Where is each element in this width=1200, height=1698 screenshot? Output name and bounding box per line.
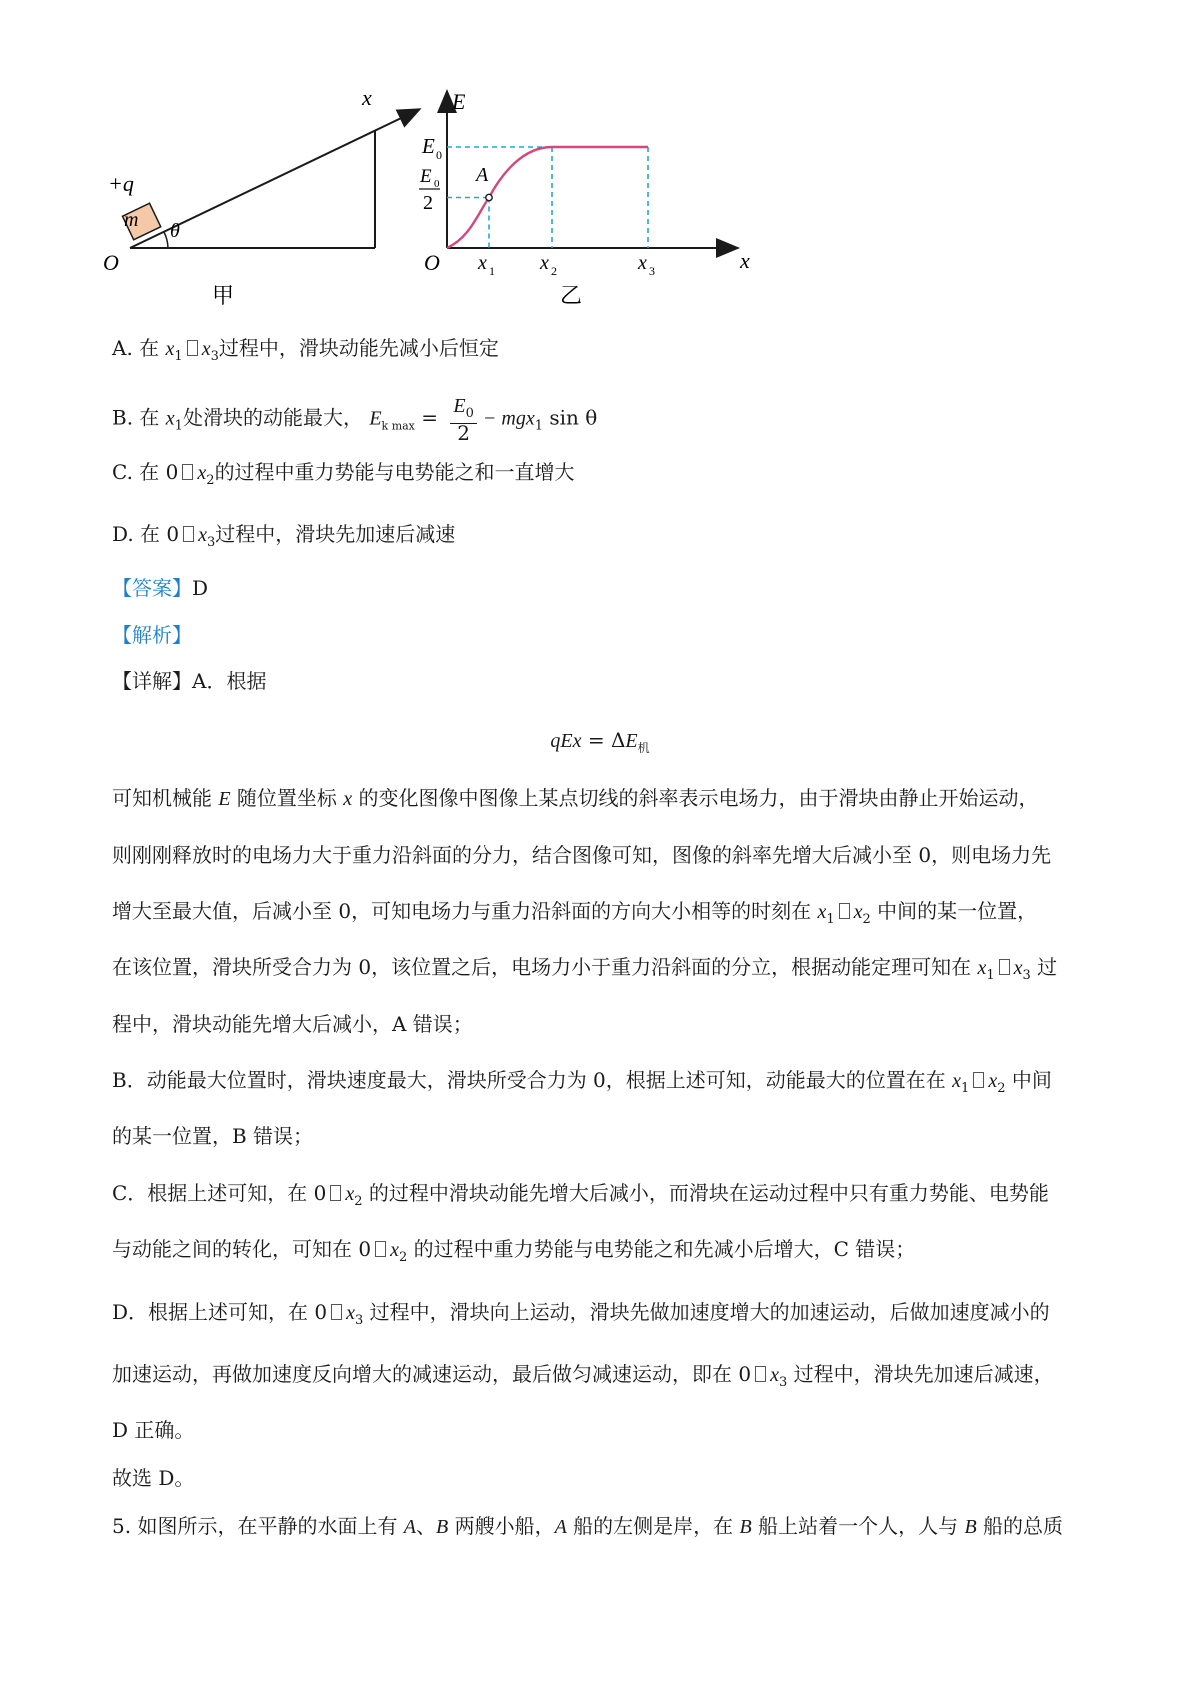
para-a-line-2: 则刚刚释放时的电场力大于重力沿斜面的分力，结合图像可知，图像的斜率先增大后减小至 0，则电场力先 [112, 843, 1052, 867]
origin-label: O [103, 250, 119, 275]
x3-label: x [638, 252, 647, 274]
charge-label: +q [108, 171, 134, 196]
x2-sub: 2 [551, 264, 557, 278]
point-a-marker [486, 194, 492, 200]
para-c-line-1: C．根据上述可知，在 0 $x_2$ 的过程中滑块动能先增大后减小，而滑块在运动过程中只有重力势能、电势能 [112, 1181, 1049, 1209]
para-d-line-1: D．根据上述可知，在 0 $x_3$ 过程中，滑块向上运动，滑块先做加速度增大的加速运动，后做加速度减小的 [112, 1300, 1050, 1328]
figure-yi [420, 85, 760, 310]
x-axis-label: x [740, 248, 750, 273]
para-a-line-3: 增大至最大值，后减小至 0，可知电场力与重力沿斜面的方向大小相等的时刻在 $x_1$ $x_2$ 中间的某一位置， [112, 899, 1038, 927]
para-d-line-3: D 正确。 [112, 1418, 195, 1442]
para-b-line-1: B．动能最大位置时，滑块速度最大，滑块所受合力为 0，根据上述可知，动能最大的位置在在 $x_1$ $x_2$ 中间 [112, 1068, 1052, 1096]
caption-jia: 甲 [212, 284, 235, 309]
detail-line: 【详解】A．根据 [112, 669, 267, 693]
e0-sub: 0 [436, 148, 442, 162]
conclusion: 故选 D。 [112, 1466, 195, 1490]
option-b: B. 在 $x_1$处滑块的动能最大， $E_{k max}$ = $\frac{E_0}{2}$ − mgx$_1$ sin θ [112, 395, 598, 445]
e0-label: E [422, 134, 435, 158]
option-a: A. 在 $x_1$ $x_3$过程中，滑块动能先减小后恒定 [112, 336, 499, 364]
x1-sub: 1 [489, 264, 495, 278]
para-d-line-2: 加速运动，再做加速度反向增大的减速运动，最后做匀减速运动，即在 0 $x_3$ 过程中，滑块先加速后减速， [112, 1362, 1054, 1390]
caption-yi: 乙 [560, 284, 583, 309]
para-a-line-1: 可知机械能 E 随位置坐标 x 的变化图像中图像上某点切线的斜率表示电场力，由于滑块由静止开始运动， [112, 786, 1039, 810]
para-a-line-5: 程中，滑块动能先增大后减小，A 错误； [112, 1012, 473, 1036]
answer-line: 【答案】D [112, 576, 209, 600]
half-num-sub: 0 [434, 178, 440, 190]
para-c-line-2: 与动能之间的转化，可知在 0 $x_2$ 的过程中重力势能与电势能之和先减小后增大，C 错误； [112, 1237, 916, 1265]
para-b-line-2: 的某一位置，B 错误； [112, 1124, 314, 1148]
x1-label: x [478, 252, 487, 274]
option-d: D. 在 0 $x_3$过程中，滑块先加速后减速 [112, 522, 456, 550]
half-num: E [420, 166, 432, 187]
x2-label: x [540, 252, 549, 274]
x-axis-label: x [362, 85, 372, 110]
question-5: 5. 如图所示，在平静的水面上有 A、B 两艘小船，A 船的左侧是岸，在 B 船上站着一个人，人与 B 船的总质 [112, 1514, 1064, 1538]
para-a-line-4: 在该位置，滑块所受合力为 0，该位置之后，电场力小于重力沿斜面的分立，根据动能定理可知在 $x_1$ $x_3$ 过 [112, 955, 1058, 983]
point-a-label: A [476, 164, 489, 186]
angle-arc [164, 232, 168, 248]
mass-label: m [124, 209, 139, 231]
fraction-e0-over-2: $\frac{E_0}{2}$ [450, 396, 477, 442]
analysis-label: 【解析】 [112, 623, 192, 647]
origin-label: O [424, 250, 440, 275]
option-c: C. 在 0 $x_2$的过程中重力势能与电势能之和一直增大 [112, 460, 575, 488]
half-den: 2 [423, 192, 433, 214]
x3-sub: 3 [649, 264, 655, 278]
angle-label: θ [170, 220, 180, 242]
figure-jia [100, 85, 430, 310]
y-axis-label: E [452, 89, 466, 114]
equation: qEx = $\Delta E_机$ [550, 728, 650, 755]
